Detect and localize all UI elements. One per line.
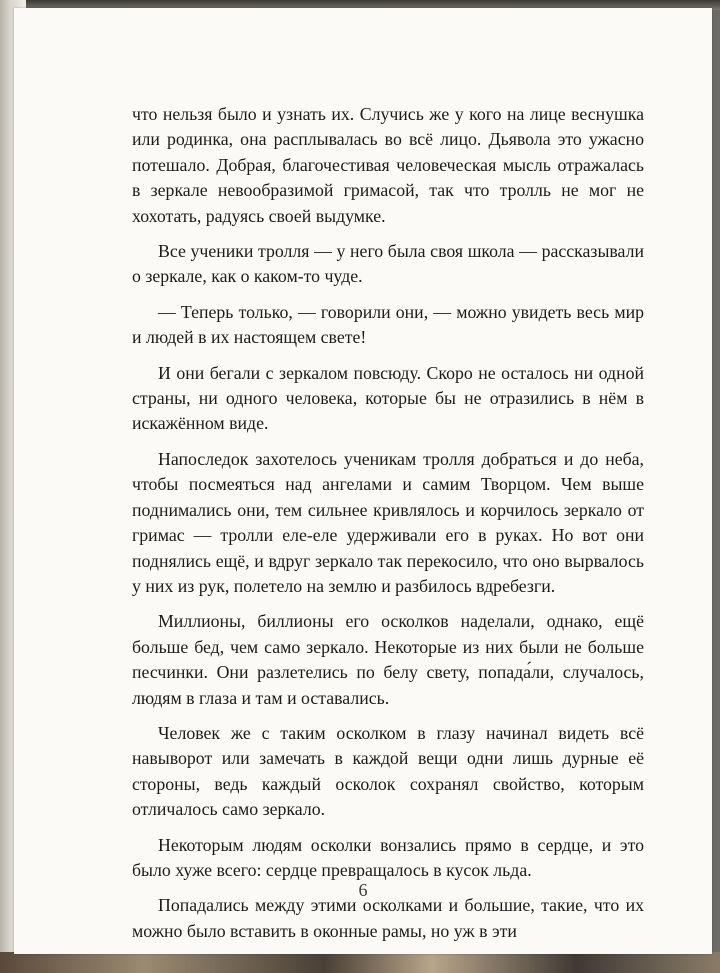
paragraph-2: Все ученики тролля — у него была своя школа — рассказывали о зеркале, как о каком-то чуде.: [132, 241, 644, 287]
book-page: [14, 8, 712, 954]
paragraph-1: что нельзя было и узнать их. Случись же у кого на лице веснушка или родинка, она расплывалась во всё лицо. Дьявола это ужасно потешало. Добрая, благочестивая человеческая мысль отражалась в зеркале невообразимой гримасой, так что тролль не мог не хохотать, радуясь своей выдумке.: [132, 104, 644, 226]
scan-border-bottom: [0, 952, 720, 973]
paragraph-9: Попадались между этими осколками и большие, такие, что их можно было вставить в оконные рамы, но уж в эти: [132, 895, 644, 941]
paragraph-3: — Теперь только, — говорили они, — можно увидеть весь мир и людей в их настоящем свете!: [132, 301, 644, 348]
paragraph-7: Человек же с таким осколком в глазу начинал видеть всё навыворот или замечать в каждой вещи одни лишь дурные её стороны, ведь каждый осколок сохранял свойство, которым отличалось само зеркало.: [132, 722, 644, 820]
body-text: [132, 102, 644, 944]
paragraph-5: Напоследок захотелось ученикам тролля добраться и до неба, чтобы посмеяться над ангелами и самим Творцом. Чем выше поднимались они, тем сильнее кривлялось и корчилось зеркало от гримас — тролли еле-еле удерживали его в руках. Но вот они поднялись ещё, и вдруг зеркало так перекосило, что оно вырвалось у них из рук, полетело на землю и разбилось вдребезги.: [132, 448, 644, 596]
paragraph-8: Некоторым людям осколки вонзались прямо в сердце, и это было хуже всего: сердце превращалось в кусок льда.: [132, 834, 644, 880]
paragraph-6: Миллионы, биллионы его осколков наделали, однако, ещё больше бед, чем само зеркало. Некоторые из них были не больше песчинки. Они разлетелись по белу свету, попада́ли, случалось, людям в глаза и там и оставались.: [132, 611, 644, 708]
page-number: 6: [358, 880, 368, 900]
paragraph-4: И они бегали с зеркалом повсюду. Скоро не осталось ни одной страны, ни одного человека, которые бы не отразились в нём в искажённом виде.: [132, 362, 644, 434]
